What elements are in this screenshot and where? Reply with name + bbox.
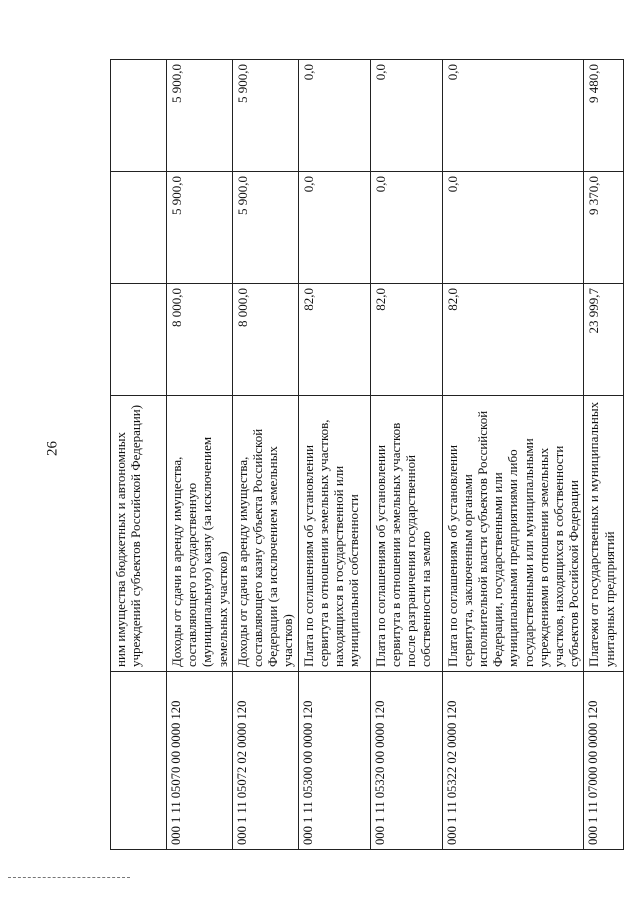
budget-code-cell: 000 1 11 05070 00 0000 120: [167, 672, 233, 850]
budget-code-cell: 000 1 11 05300 00 0000 120: [298, 672, 370, 850]
amount-cell-3: 5 900,0: [232, 60, 298, 172]
revenue-name-cell: Доходы от сдачи в аренду имущества, составляющего государственную (муниципальную) казну (за исключением земельных участков): [167, 396, 233, 672]
amount-cell-2: 9 370,0: [584, 172, 624, 284]
budget-code-cell: 000 1 11 05322 02 0000 120: [442, 672, 584, 850]
amount-cell-3: 0,0: [442, 60, 584, 172]
revenue-name-cell: Плата по соглашениям об установлении сервитута, заключенным органами исполнительной власти субъектов Российской Федерации, государственными или муниципальными предприятиями либо государственными или муниципальными учреждениями в отношении земельных участков, находящихся в собственности субъектов Российской Федерации: [442, 396, 584, 672]
revenue-name-cell: Доходы от сдачи в аренду имущества, составляющего казну субъекта Российской Федерации (за исключением земельных участков): [232, 396, 298, 672]
amount-cell-2: 5 900,0: [232, 172, 298, 284]
amount-cell-3: [111, 60, 167, 172]
amount-cell-3: 9 480,0: [584, 60, 624, 172]
amount-cell-3: 0,0: [370, 60, 442, 172]
revenue-name-cell: Плата по соглашениям об установлении сервитута в отношении земельных участков, находящихся в государственной или муниципальной собственности: [298, 396, 370, 672]
amount-cell-2: 0,0: [370, 172, 442, 284]
rotated-table-container: [110, 60, 617, 850]
amount-cell-1: 23 999,7: [584, 284, 624, 396]
amount-cell-1: 82,0: [370, 284, 442, 396]
amount-cell-1: 8 000,0: [167, 284, 233, 396]
table-region: [110, 60, 617, 850]
page-number: 26: [44, 441, 61, 456]
revenue-name-cell: Платежи от государственных и муниципальных унитарных предприятий: [584, 396, 624, 672]
table-row: [442, 60, 584, 850]
table-row: [298, 60, 370, 850]
budget-code-cell: 000 1 11 05320 00 0000 120: [370, 672, 442, 850]
amount-cell-2: 0,0: [442, 172, 584, 284]
amount-cell-1: 82,0: [442, 284, 584, 396]
amount-cell-2: 5 900,0: [167, 172, 233, 284]
budget-code-cell: 000 1 11 07000 00 0000 120: [584, 672, 624, 850]
page-edge-divider: [8, 877, 130, 878]
amount-cell-3: 0,0: [298, 60, 370, 172]
amount-cell-3: 5 900,0: [167, 60, 233, 172]
revenue-name-cell: Плата по соглашениям об установлении сервитута в отношении земельных участков после разграничения государственной собственности на землю: [370, 396, 442, 672]
amount-cell-1: 8 000,0: [232, 284, 298, 396]
table-row: [232, 60, 298, 850]
table-row: [167, 60, 233, 850]
table-row: [370, 60, 442, 850]
revenue-name-cell: ним имущества бюджетных и автономных учреждений субъектов Российской Федерации): [111, 396, 167, 672]
amount-cell-1: [111, 284, 167, 396]
amount-cell-2: 0,0: [298, 172, 370, 284]
budget-code-cell: [111, 672, 167, 850]
table-row: [111, 60, 167, 850]
budget-code-cell: 000 1 11 05072 02 0000 120: [232, 672, 298, 850]
amount-cell-2: [111, 172, 167, 284]
budget-revenue-table: [110, 59, 624, 850]
table-row: [584, 60, 624, 850]
amount-cell-1: 82,0: [298, 284, 370, 396]
